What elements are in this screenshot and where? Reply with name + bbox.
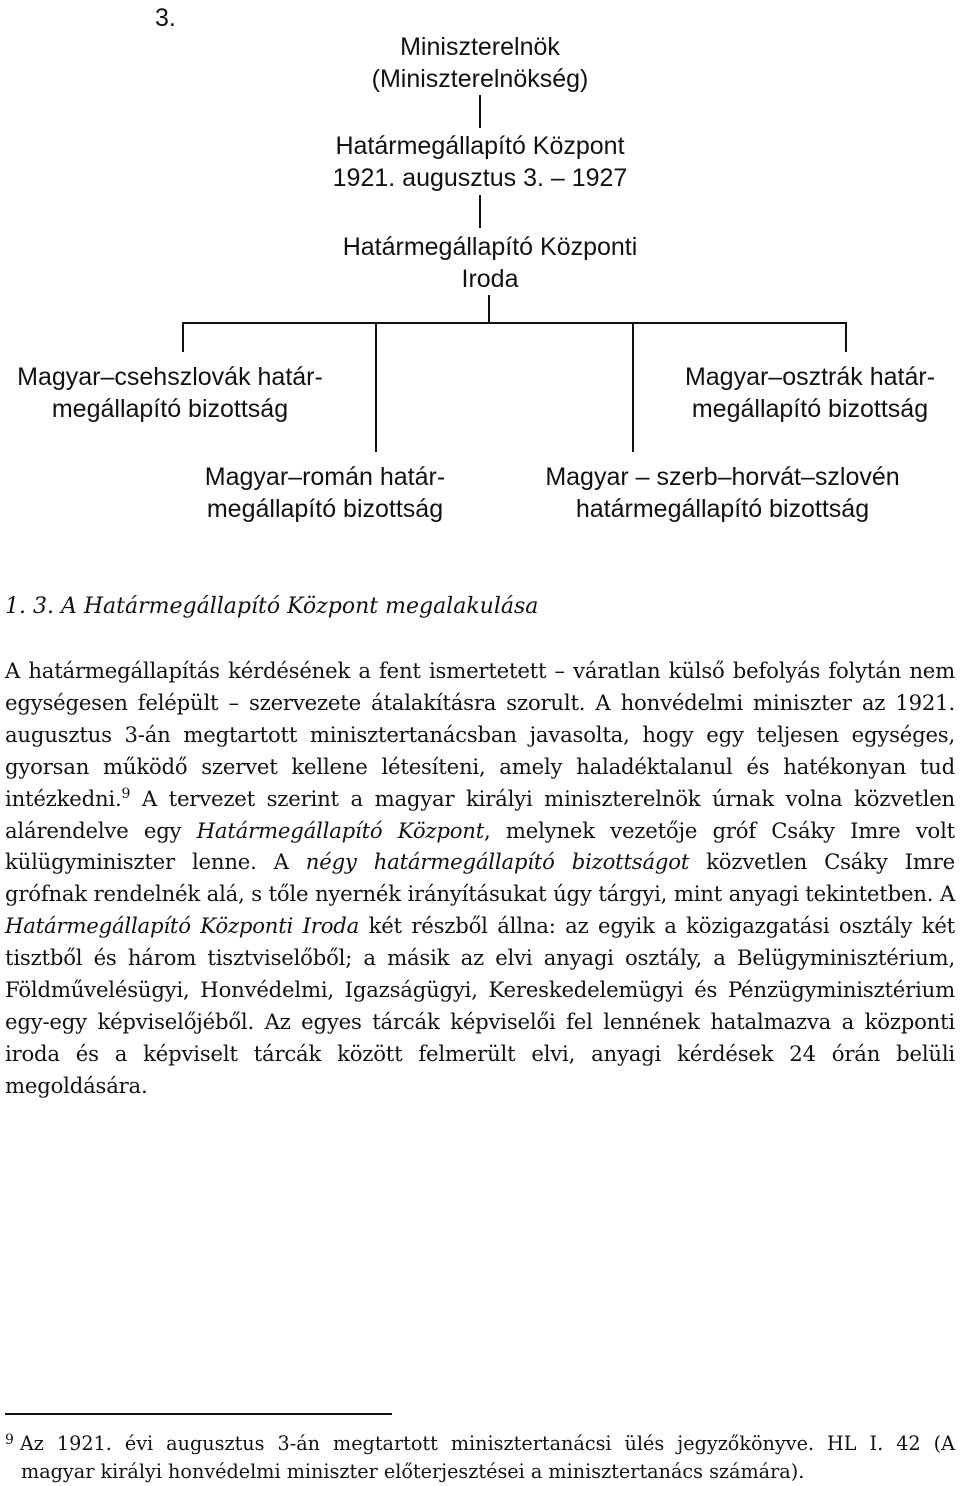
org-node-line: Magyar–osztrák határ- xyxy=(684,363,936,391)
emphasis-term: négy határmegállapító bizottságot xyxy=(305,849,690,875)
org-node-romanian-committee xyxy=(170,461,480,525)
org-node-austrian-committee xyxy=(660,361,960,425)
footnote-line xyxy=(5,1430,955,1458)
text-run: , melynek vezetője gróf Csáky Imre volt külügyminiszter lenne. A xyxy=(5,817,955,875)
org-node-line: Magyar – szerb–horvát–szlovén xyxy=(545,463,900,491)
footnote-reference: 9 xyxy=(121,785,131,802)
connector-cs-drop xyxy=(182,322,184,352)
footnote-text: Az 1921. évi augusztus 3-án megtartott minisztertanácsi ülés jegyzőkönyve. HL I. 42 (A xyxy=(19,1432,955,1455)
footnote-separator xyxy=(5,1413,392,1415)
footnote xyxy=(5,1430,955,1486)
org-node-prime-minister xyxy=(290,31,670,95)
org-node-czechoslovak-committee xyxy=(0,361,340,425)
org-node-central-office xyxy=(260,231,720,295)
connector-at-drop xyxy=(845,322,847,352)
text-run: közvetlen Csáky Imre grófnak rendelnék alá, s tőle nyernék irányításukat úgy tárgyi, mint anyagi tekintetben. A xyxy=(5,849,955,907)
org-node-line: Iroda xyxy=(461,265,519,293)
org-node-line: megállapító bizottság xyxy=(691,395,929,423)
org-node-line: Magyar–román határ- xyxy=(204,463,446,491)
emphasis-term: Határmegállapító Központ xyxy=(196,817,485,843)
text-run: A tervezet szerint a magyar királyi miniszterelnök úrnak volna közvetlen alárendelve egy xyxy=(5,785,955,843)
connector-hk-hki xyxy=(479,195,481,228)
connector-pm-hk xyxy=(479,95,481,128)
section-heading: 1. 3. A Határmegállapító Központ megalakulása xyxy=(5,594,539,619)
org-node-line: határmegállapító bizottság xyxy=(575,495,870,523)
org-node-border-center xyxy=(260,130,700,194)
connector-horizontal-bar xyxy=(182,322,847,324)
org-node-line: megállapító bizottság xyxy=(206,495,444,523)
figure-number: 3. xyxy=(155,4,176,32)
text-run: két részből állna: az egyik a közigazgatási osztály két tisztből és három tisztviselőből; a másik az elvi anyagi osztály, a Belügyminisztérium, Földművelésügyi, Honvédelmi, Igazságügyi, Kereskedelemügyi és Pénzügyminisztérium egy-egy képviselőjéből. Az egyes tárcák képviselői fel lennének hatalmazva a központi iroda és a képviselt tárcák között felmerült elvi, anyagi kérdések 24 órán belüli megoldására. xyxy=(5,913,955,1098)
footnote-mark: 9 xyxy=(5,1432,14,1448)
org-node-serb-croat-slovene-committee xyxy=(500,461,945,525)
org-node-line: (Miniszterelnökség) xyxy=(371,65,589,93)
text-run: A határmegállapítás kérdésének a fent ismertetett – váratlan külső befolyás folytán nem egységesen felépült – szervezete átalakításra szorult. A honvédelmi miniszter az 1921. augusztus 3-án megtartott minisztertanácsban javasolta, hogy egy teljesen egységes, gyorsan működő szervet kellene létesíteni, amely haladéktalanul és hatékonyan tud intézkedni. xyxy=(5,658,955,811)
emphasis-term: Határmegállapító Központi Iroda xyxy=(5,913,360,939)
connector-hki-bar xyxy=(488,295,490,323)
body-paragraph xyxy=(5,655,955,1102)
org-node-line: Határmegállapító Központ xyxy=(335,132,625,160)
connector-yu-drop xyxy=(632,322,634,452)
org-node-line: Határmegállapító Központi xyxy=(342,233,638,261)
org-node-line: Miniszterelnök xyxy=(400,33,560,61)
footnote-line: magyar királyi honvédelmi miniszter előterjesztései a minisztertanács számára). xyxy=(21,1460,805,1483)
org-node-line: Magyar–csehszlovák határ- xyxy=(17,363,323,391)
connector-ro-drop xyxy=(375,322,377,452)
org-node-line: megállapító bizottság xyxy=(51,395,289,423)
org-node-line: 1921. augusztus 3. – 1927 xyxy=(332,164,628,192)
